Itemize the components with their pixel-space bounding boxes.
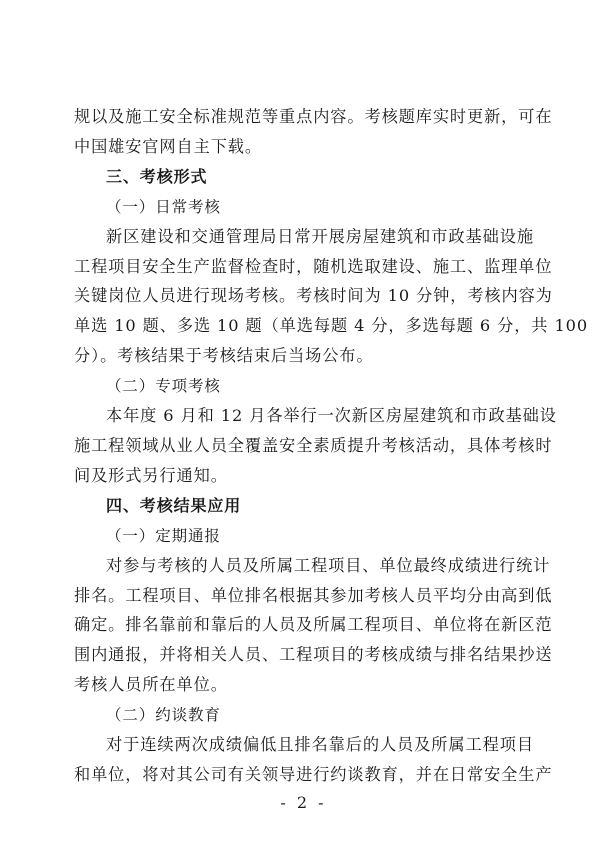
body-text-line: 排名。工程项目、单位排名根据其参加考核人员平均分由高到低 (74, 585, 553, 605)
subsection-heading: （二）专项考核 (106, 377, 221, 396)
subsection-heading: （二）约谈教育 (106, 706, 221, 725)
page-number: - 2 - (280, 793, 327, 812)
subsection-heading: （一）日常考核 (106, 197, 221, 216)
body-text-line: 本年度 6 月和 12 月各举行一次新区房屋建筑和市政基础设 (106, 406, 557, 426)
body-text-line: 考核人员所在单位。 (74, 675, 228, 695)
body-text-line: 单选 10 题、多选 10 题（单选每题 4 分，多选每题 6 分，共 100 (74, 316, 589, 336)
body-text-line: 分）。考核结果于考核结束后当场公布。 (74, 346, 374, 366)
section-heading: 四、考核结果应用 (106, 495, 242, 515)
body-text-line: 施工程领域从业人员全覆盖安全素质提升考核活动，具体考核时 (74, 436, 553, 455)
body-text-line: 关键岗位人员进行现场考核。考核时间为 10 分钟，考核内容为 (74, 286, 553, 306)
body-text-line: 工程项目安全生产监督检查时，随机选取建设、施工、监理单位 (74, 256, 553, 276)
subsection-heading: （一）定期通报 (106, 526, 221, 545)
section-heading: 三、考核形式 (106, 166, 208, 186)
body-text-line: 对于连续两次成绩偏低且排名靠后的人员及所属工程项目 (106, 735, 534, 755)
body-text-line: 间及形式另行通知。 (74, 465, 228, 485)
body-text-line: 围内通报，并将相关人员、工程项目的考核成绩与排名结果抄送 (74, 645, 553, 665)
body-text-line: 和单位，将对其公司有关领导进行约谈教育，并在日常安全生产 (74, 765, 553, 784)
body-text-line: 对参与考核的人员及所属工程项目、单位最终成绩进行统计 (106, 555, 551, 575)
body-text-line: 确定。排名靠前和靠后的人员及所属工程项目、单位将在新区范 (74, 615, 553, 635)
body-text-line: 新区建设和交通管理局日常开展房屋建筑和市政基础设施 (106, 226, 534, 246)
body-text-line: 中国雄安官网自主下载。 (74, 136, 262, 156)
body-text-line: 规以及施工安全标准规范等重点内容。考核题库实时更新，可在 (74, 107, 553, 126)
